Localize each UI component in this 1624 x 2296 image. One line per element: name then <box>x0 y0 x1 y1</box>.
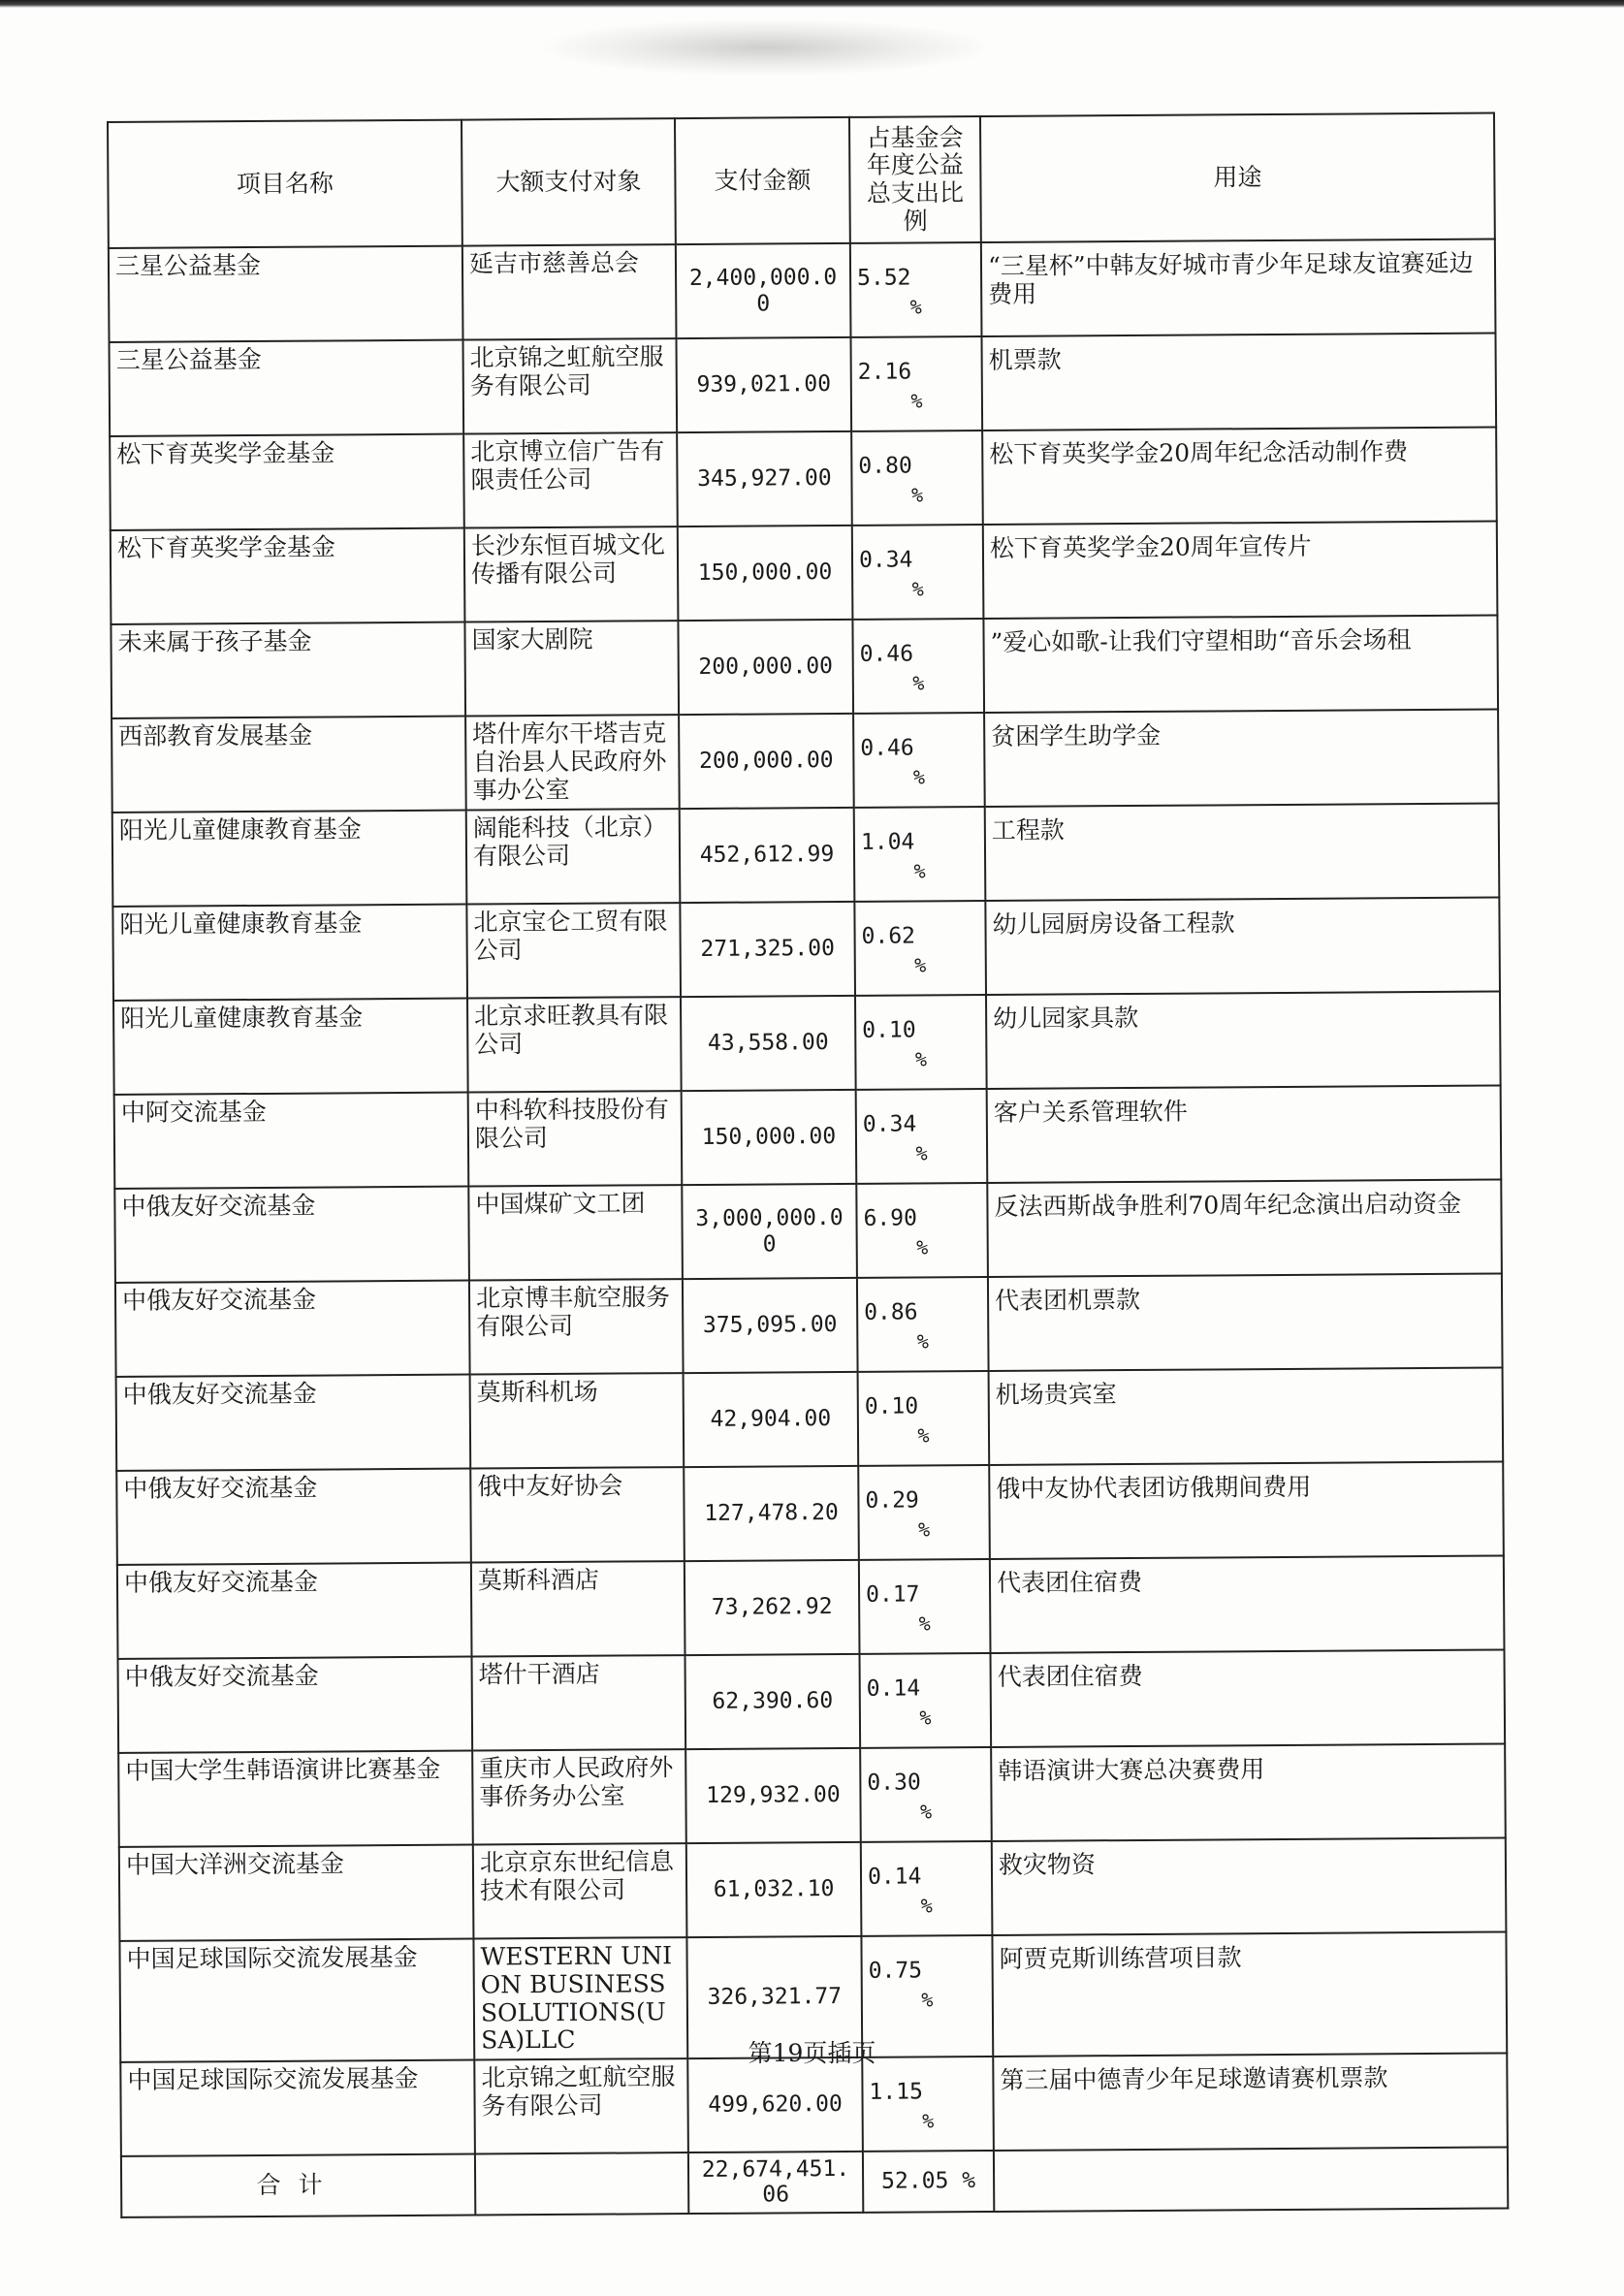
cell-ratio <box>854 807 986 902</box>
cell-purpose: 松下育英奖学金20周年宣传片 <box>983 522 1498 620</box>
ratio-value: 0.34 <box>862 1111 917 1137</box>
ratio-value: 0.10 <box>864 1393 919 1419</box>
ratio-value: 0.75 <box>868 1958 923 1984</box>
cell-amount: 42,904.00 <box>684 1372 859 1467</box>
cell-purpose: 贫困学生助学金 <box>984 709 1499 807</box>
cell-ratio <box>861 1841 993 1936</box>
cell-ratio <box>858 1371 990 1466</box>
cell-project: 中俄友好交流基金 <box>117 1563 472 1659</box>
cell-payee: 莫斯科机场 <box>470 1373 685 1468</box>
cell-project: 松下育英奖学金基金 <box>111 528 465 624</box>
cell-payee: 北京宝仑工贸有限公司 <box>466 903 681 998</box>
cell-ratio <box>856 1089 988 1184</box>
cell-ratio <box>860 1747 992 1842</box>
cell-payee: 国家大剧院 <box>464 621 679 716</box>
cell-purpose: 代表团住宿费 <box>990 1555 1505 1653</box>
cell-payee: 重庆市人民政府外事侨务办公室 <box>472 1749 686 1844</box>
ratio-value: 0.34 <box>858 547 913 573</box>
cell-purpose: 反法西斯战争胜利70周年纪念演出启动资金 <box>987 1179 1502 1277</box>
cell-purpose: 救灾物资 <box>992 1837 1507 1935</box>
cell-amount: 326,321.77 <box>686 1936 862 2058</box>
ratio-value: 0.14 <box>866 1675 921 1702</box>
total-purpose-empty <box>994 2147 1508 2211</box>
ratio-value: 0.17 <box>866 1581 920 1608</box>
total-row <box>121 2147 1508 2216</box>
header-purpose: 用途 <box>980 113 1495 243</box>
cell-purpose: 客户关系管理软件 <box>987 1085 1502 1183</box>
cell-purpose: “三星杯”中韩友好城市青少年足球友谊赛延边费用 <box>981 239 1496 337</box>
cell-purpose: 代表团住宿费 <box>990 1649 1505 1747</box>
cell-project: 阳光儿童健康教育基金 <box>112 811 467 907</box>
percent-sign: % <box>911 577 924 601</box>
table-row <box>115 1273 1503 1376</box>
cell-amount: 200,000.00 <box>678 620 853 715</box>
cell-project: 三星公益基金 <box>110 340 464 436</box>
cell-purpose: 阿贾克斯训练营项目款 <box>992 1931 1507 2057</box>
cell-ratio <box>859 1559 991 1654</box>
table-header-row <box>108 113 1495 248</box>
ratio-value: 0.46 <box>859 641 914 667</box>
cell-amount: 150,000.00 <box>678 526 853 621</box>
cell-purpose: 机票款 <box>981 334 1496 431</box>
cell-purpose: 韩语演讲大赛总决赛费用 <box>991 1743 1506 1841</box>
table-row <box>119 1837 1507 1940</box>
table-row <box>110 428 1497 530</box>
cell-payee: 北京锦之虹航空服务有限公司 <box>463 338 678 433</box>
scan-smudge <box>543 19 989 76</box>
cell-ratio <box>852 619 984 714</box>
cell-project: 中阿交流基金 <box>114 1093 469 1189</box>
table-row <box>114 1085 1502 1188</box>
cell-payee: 长沙东恒百城文化传播有限公司 <box>464 526 679 622</box>
percent-sign: % <box>914 953 927 977</box>
percent-sign: % <box>915 1141 928 1165</box>
cell-purpose: ”爱心如歌-让我们守望相助“音乐会场租 <box>983 615 1498 713</box>
percent-sign: % <box>913 859 926 883</box>
percent-sign: % <box>918 1517 931 1542</box>
cell-ratio <box>852 525 984 620</box>
cell-project: 未来属于孩子基金 <box>111 622 465 718</box>
percent-sign: % <box>919 1706 932 1730</box>
cell-amount: 200,000.00 <box>679 714 854 809</box>
cell-amount: 271,325.00 <box>680 902 855 997</box>
cell-project: 中国大洋洲交流基金 <box>119 1845 474 1941</box>
cell-ratio <box>851 430 983 526</box>
header-amount: 支付金额 <box>675 117 850 244</box>
cell-amount: 127,478.20 <box>684 1466 859 1561</box>
cell-amount: 3,000,000.00 <box>682 1184 857 1279</box>
cell-ratio <box>855 995 987 1090</box>
cell-ratio <box>856 1183 988 1278</box>
cell-ratio <box>862 2057 994 2152</box>
cell-project: 阳光儿童健康教育基金 <box>112 905 467 1001</box>
cell-amount: 150,000.00 <box>682 1090 857 1185</box>
ratio-value: 1.15 <box>869 2079 923 2105</box>
table-row <box>117 1555 1505 1658</box>
cell-payee: 莫斯科酒店 <box>471 1561 685 1656</box>
table-row <box>111 522 1498 624</box>
ratio-value: 0.80 <box>858 453 912 479</box>
cell-purpose: 幼儿园家具款 <box>986 991 1501 1089</box>
ratio-value: 0.10 <box>862 1017 916 1043</box>
ratio-value: 1.04 <box>860 829 915 855</box>
cell-purpose: 工程款 <box>985 803 1500 901</box>
cell-ratio <box>853 713 985 808</box>
cell-project: 松下育英奖学金基金 <box>110 434 464 530</box>
cell-project: 中国足球国际交流发展基金 <box>120 2060 475 2156</box>
cell-ratio <box>857 1277 989 1372</box>
table-row <box>112 803 1500 906</box>
header-project: 项目名称 <box>108 120 462 248</box>
cell-ratio <box>854 901 986 996</box>
cell-amount: 43,558.00 <box>681 996 856 1091</box>
percent-sign: % <box>916 1235 929 1260</box>
table-row <box>113 991 1501 1094</box>
cell-payee: 延吉市慈善总会 <box>462 244 677 339</box>
cell-amount: 499,620.00 <box>687 2057 863 2152</box>
cell-purpose: 松下育英奖学金20周年纪念活动制作费 <box>982 428 1497 526</box>
cell-amount: 939,021.00 <box>676 337 851 432</box>
total-payee-empty <box>475 2152 688 2215</box>
ratio-value: 0.29 <box>865 1487 919 1514</box>
cell-purpose: 第三届中德青少年足球邀请赛机票款 <box>993 2053 1508 2151</box>
cell-amount: 73,262.92 <box>685 1560 860 1655</box>
percent-sign: % <box>917 1423 930 1448</box>
ratio-value: 0.46 <box>860 735 914 761</box>
cell-ratio <box>850 242 982 337</box>
cell-amount: 452,612.99 <box>680 808 855 903</box>
ratio-value: 0.14 <box>867 1864 922 1890</box>
cell-payee: 北京博丰航空服务有限公司 <box>469 1279 684 1374</box>
cell-project: 中俄友好交流基金 <box>116 1469 471 1565</box>
cell-payee: 塔什库尔干塔吉克自治县人民政府外事办公室 <box>465 715 680 810</box>
percent-sign: % <box>910 389 923 413</box>
total-ratio: 52.05 % <box>863 2151 994 2213</box>
total-label: 合计 <box>121 2154 475 2217</box>
cell-amount: 62,390.60 <box>685 1654 861 1749</box>
percent-sign: % <box>912 671 925 695</box>
ratio-value: 6.90 <box>863 1205 917 1231</box>
ratio-value: 0.86 <box>864 1299 918 1325</box>
percent-sign: % <box>920 1894 933 1918</box>
table-body <box>109 239 1508 2156</box>
table-row <box>111 709 1499 812</box>
cell-amount: 375,095.00 <box>683 1278 858 1373</box>
cell-project: 三星公益基金 <box>109 246 463 342</box>
cell-project: 中俄友好交流基金 <box>116 1375 471 1471</box>
percent-sign: % <box>910 483 924 507</box>
ratio-value: 2.16 <box>857 359 912 385</box>
table-row <box>114 1179 1502 1282</box>
table-row <box>109 239 1496 342</box>
cell-project: 中俄友好交流基金 <box>114 1187 469 1283</box>
cell-amount: 2,400,000.00 <box>676 243 851 338</box>
cell-project: 中国大学生韩语演讲比赛基金 <box>118 1751 473 1847</box>
cell-ratio <box>850 336 982 431</box>
table-row <box>118 1743 1506 1846</box>
percent-sign: % <box>919 1800 933 1824</box>
cell-payee: 北京博立信广告有限责任公司 <box>463 432 678 527</box>
cell-payee: 中国煤矿文工团 <box>468 1185 683 1280</box>
cell-project: 阳光儿童健康教育基金 <box>113 999 468 1095</box>
table-row <box>111 615 1498 718</box>
cell-purpose: 机场贵宾室 <box>989 1367 1504 1465</box>
cell-payee: WESTERN UNION BUSINESS SOLUTIONS(USA)LLC <box>473 1937 687 2059</box>
cell-purpose: 代表团机票款 <box>988 1273 1503 1371</box>
percent-sign: % <box>918 1611 931 1636</box>
cell-project: 中俄友好交流基金 <box>115 1281 470 1377</box>
table-row <box>110 334 1497 436</box>
cell-purpose: 俄中友协代表团访俄期间费用 <box>989 1461 1504 1559</box>
cell-payee: 俄中友好协会 <box>470 1467 685 1562</box>
table-row <box>116 1461 1504 1564</box>
cell-ratio <box>860 1653 992 1748</box>
percent-sign: % <box>912 765 926 789</box>
percent-sign: % <box>916 1329 929 1354</box>
cell-amount: 61,032.10 <box>686 1842 862 1937</box>
table-row <box>118 1649 1506 1752</box>
percent-sign: % <box>921 1988 934 2012</box>
table-row <box>112 897 1500 1000</box>
table-row <box>116 1367 1504 1470</box>
percent-sign: % <box>914 1047 928 1071</box>
cell-payee: 塔什干酒店 <box>472 1655 686 1750</box>
cell-payee: 北京京东世纪信息技术有限公司 <box>473 1843 687 1938</box>
scan-top-edge <box>0 0 1624 8</box>
ratio-value: 0.62 <box>861 923 916 949</box>
cell-payee: 北京锦之虹航空服务有限公司 <box>474 2058 688 2153</box>
percent-sign: % <box>909 295 922 319</box>
cell-purpose: 幼儿园厨房设备工程款 <box>985 897 1500 995</box>
cell-payee: 中科软科技股份有限公司 <box>468 1091 683 1186</box>
header-payee: 大额支付对象 <box>462 118 676 245</box>
cell-project: 西部教育发展基金 <box>111 717 466 813</box>
cell-payee: 北京求旺教具有限公司 <box>467 997 682 1092</box>
page-footer: 第19页插页 <box>748 2039 876 2067</box>
percent-sign: % <box>922 2109 935 2133</box>
cell-project: 中国足球国际交流发展基金 <box>119 1939 474 2062</box>
payments-table <box>107 112 1509 2218</box>
cell-payee: 阔能科技（北京）有限公司 <box>466 809 681 904</box>
ratio-value: 0.30 <box>867 1770 921 1796</box>
cell-amount: 129,932.00 <box>685 1748 861 1843</box>
cell-project: 中俄友好交流基金 <box>118 1657 473 1753</box>
header-ratio: 占基金会年度公益总支出比例 <box>849 116 981 243</box>
total-amount: 22,674,451.06 <box>688 2152 863 2214</box>
cell-amount: 345,927.00 <box>677 431 852 526</box>
ratio-value: 5.52 <box>857 265 911 291</box>
cell-ratio <box>858 1465 990 1560</box>
